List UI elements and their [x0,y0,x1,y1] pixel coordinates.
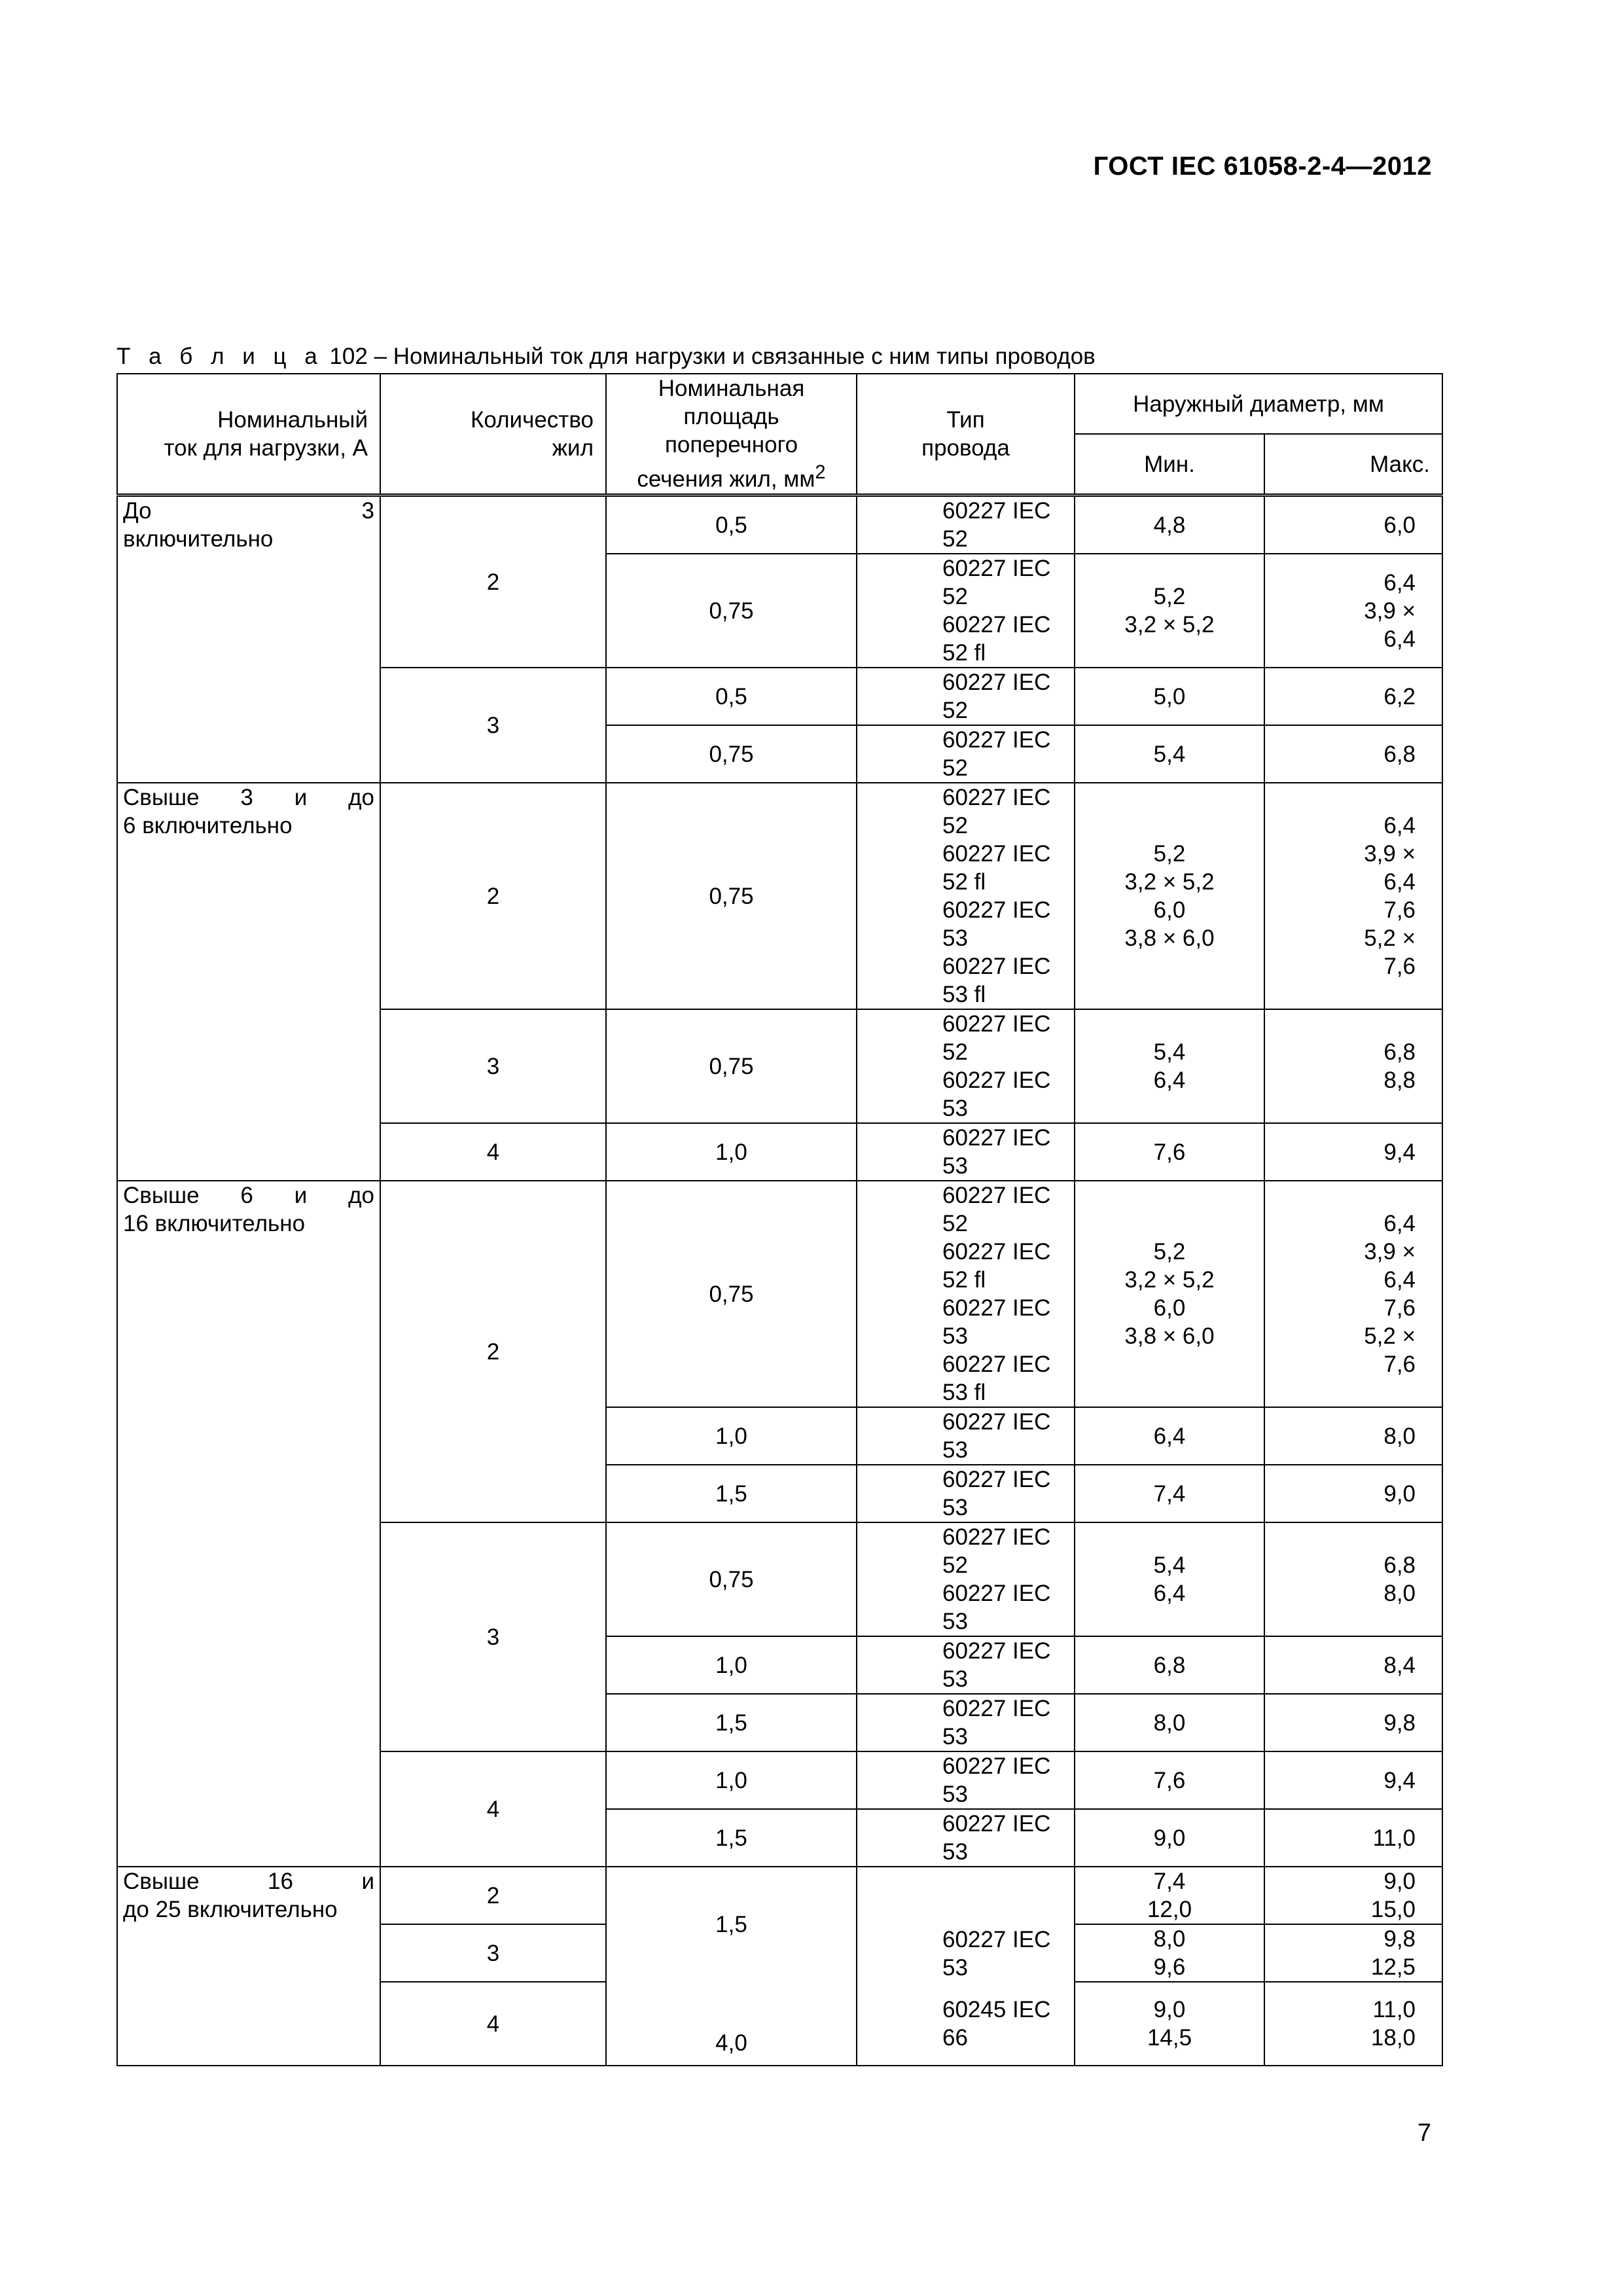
min-diameter-cell: 5,4 [1075,725,1264,783]
cross-section-cell: 1,5 [606,1809,857,1867]
wire-types-table [116,373,1443,2066]
min-diameter-cell: 7,4 12,0 [1075,1867,1264,1924]
core-count-cell: 3 [380,668,606,783]
wire-type-cell: 60227 IEC 53 [857,1636,1075,1694]
group-label-line2: до 25 включительно [123,1897,338,1922]
table-row [117,495,1442,554]
max-diameter-cell: 9,0 15,0 [1264,1867,1442,1924]
group-label-line2: 16 включительно [123,1211,306,1236]
header-cross-section [606,374,857,495]
max-diameter-cell: 9,4 [1264,1123,1442,1181]
wire-type-cell: 60227 IEC 52 [857,495,1075,554]
header-core-count: Количество жил [380,374,606,495]
max-diameter-cell: 9,4 [1264,1751,1442,1809]
min-diameter-cell: 5,2 3,2 × 5,2 6,0 3,8 × 6,0 [1075,783,1264,1009]
wire-type-cell: 60227 IEC 53 [857,1809,1075,1867]
page-number: 7 [1417,2119,1431,2147]
max-diameter-cell: 6,8 8,8 [1264,1009,1442,1123]
rated-current-group [117,495,380,783]
table-caption [116,344,1096,370]
cross-section-cell: 1,5 [606,1867,857,1982]
header-min: Мин. [1075,434,1264,495]
cross-section-cell: 0,75 [606,725,857,783]
min-diameter-cell: 7,4 [1075,1465,1264,1522]
wire-type-cell: 60227 IEC 52 [857,725,1075,783]
min-diameter-cell: 5,4 6,4 [1075,1522,1264,1636]
max-diameter-cell: 6,0 [1264,495,1442,554]
max-diameter-cell: 6,8 8,0 [1264,1522,1442,1636]
wire-type-cell: 60227 IEC 53 [857,1465,1075,1522]
wire-type-cell: 60227 IEC 52 60227 IEC 52 fl 60227 IEC 53 60227 IEC 53 fl [857,1181,1075,1407]
min-diameter-cell: 6,4 [1075,1407,1264,1465]
max-diameter-cell: 6,4 3,9 × 6,4 7,6 5,2 × 7,6 [1264,783,1442,1009]
max-diameter-cell: 11,0 18,0 [1264,1982,1442,2066]
table-caption-prefix: Т а б л и ц а [116,344,323,369]
cross-section-cell: 1,5 [606,1465,857,1522]
group-label-line1: Свыше 16 и [123,1869,374,1894]
wire-type-cell: 60227 IEC 53 [857,1407,1075,1465]
wire-type-cell: 60227 IEC 53 [857,1123,1075,1181]
max-diameter-cell: 8,4 [1264,1636,1442,1694]
core-count-cell: 4 [380,1982,606,2066]
group-label-line2: включительно [123,526,274,552]
header-rated-current: Номинальный ток для нагрузки, А [117,374,380,495]
core-count-cell: 2 [380,783,606,1009]
cross-section-cell: 0,75 [606,1009,857,1123]
core-count-cell: 2 [380,1181,606,1522]
rated-current-group [117,783,380,1181]
wire-type-cell: 60227 IEC 52 60227 IEC 52 fl 60227 IEC 53 60227 IEC 53 fl [857,783,1075,1009]
core-count-cell: 3 [380,1009,606,1123]
min-diameter-cell: 4,8 [1075,495,1264,554]
min-diameter-cell: 9,0 [1075,1809,1264,1867]
cross-section-cell: 1,0 [606,1636,857,1694]
cross-section-cell: 0,75 [606,1522,857,1636]
min-diameter-cell: 5,2 3,2 × 5,2 6,0 3,8 × 6,0 [1075,1181,1264,1407]
min-diameter-cell: 5,2 3,2 × 5,2 [1075,554,1264,668]
header-wire-type: Тип провода [857,374,1075,495]
table-row [117,783,1442,1009]
max-diameter-cell: 8,0 [1264,1407,1442,1465]
min-diameter-cell: 8,0 [1075,1694,1264,1751]
table-caption-text: 102 – Номинальный ток для нагрузки и связанные с ним типы проводов [323,344,1096,369]
table-row [117,1181,1442,1407]
document-code: ГОСТ IEC 61058-2-4—2012 [1093,152,1432,181]
max-diameter-cell: 6,2 [1264,668,1442,725]
core-count-cell: 2 [380,495,606,668]
table-row [117,1867,1442,1924]
wire-type-cell: 60227 IEC 52 [857,668,1075,725]
max-diameter-cell: 9,0 [1264,1465,1442,1522]
core-count-cell: 4 [380,1123,606,1181]
cross-section-cell: 0,75 [606,783,857,1009]
min-diameter-cell: 7,6 [1075,1751,1264,1809]
max-diameter-cell: 6,4 3,9 × 6,4 7,6 5,2 × 7,6 [1264,1181,1442,1407]
min-diameter-cell: 6,8 [1075,1636,1264,1694]
wire-type-cell: 60227 IEC 52 60227 IEC 53 [857,1522,1075,1636]
group-label-line1: До 3 [123,498,374,524]
header-cross-section-sup: 2 [815,462,826,484]
header-outer-diameter: Наружный диаметр, мм [1075,374,1442,434]
cross-section-cell: 0,5 [606,495,857,554]
cross-section-cell: 0,75 [606,1181,857,1407]
wire-type-cell: 60227 IEC 53 [857,1751,1075,1809]
wire-type-cell: 60227 IEC 52 60227 IEC 53 [857,1009,1075,1123]
core-count-cell: 3 [380,1522,606,1751]
max-diameter-cell: 9,8 12,5 [1264,1924,1442,1982]
cross-section-cell: 1,0 [606,1123,857,1181]
wire-type-cell: 60227 IEC 53 [857,1694,1075,1751]
wire-type-cell: 60245 IEC 66 [857,1982,1075,2066]
min-diameter-cell: 5,4 6,4 [1075,1009,1264,1123]
cross-section-cell: 0,5 [606,668,857,725]
min-diameter-cell: 9,0 14,5 [1075,1982,1264,2066]
core-count-cell: 3 [380,1924,606,1982]
cross-section-cell: 4,0 [606,1982,857,2066]
core-count-cell: 2 [380,1867,606,1924]
min-diameter-cell: 7,6 [1075,1123,1264,1181]
header-max: Макс. [1264,434,1442,495]
max-diameter-cell: 6,4 3,9 × 6,4 [1264,554,1442,668]
rated-current-group [117,1867,380,2066]
group-label-line2: 6 включительно [123,813,293,838]
min-diameter-cell: 5,0 [1075,668,1264,725]
cross-section-cell: 0,75 [606,554,857,668]
cross-section-cell: 1,0 [606,1751,857,1809]
wire-type-cell: 60227 IEC 52 60227 IEC 52 fl [857,554,1075,668]
max-diameter-cell: 6,8 [1264,725,1442,783]
group-label-line1: Свыше 3 и до [123,785,374,810]
wire-type-cell: 60227 IEC 53 [857,1867,1075,1982]
rated-current-group [117,1181,380,1867]
min-diameter-cell: 8,0 9,6 [1075,1924,1264,1982]
group-label-line1: Свыше 6 и до [123,1183,374,1208]
cross-section-cell: 1,5 [606,1694,857,1751]
core-count-cell: 4 [380,1751,606,1867]
cross-section-cell: 1,0 [606,1407,857,1465]
header-cross-section-text: Номинальная площадь поперечного сечения жил, мм [637,376,815,492]
max-diameter-cell: 11,0 [1264,1809,1442,1867]
max-diameter-cell: 9,8 [1264,1694,1442,1751]
